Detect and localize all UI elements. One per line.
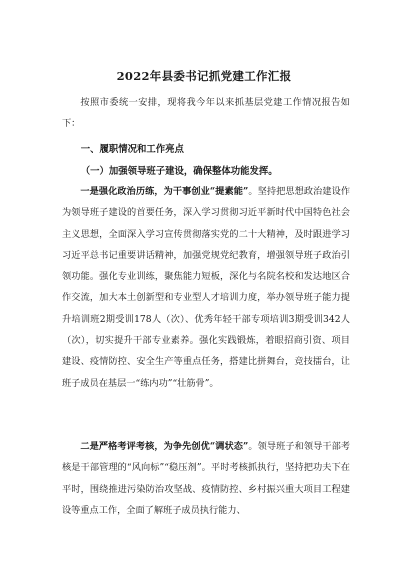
- paragraph-evaluation: [62, 436, 350, 521]
- section-heading: 一、履职情况和工作亮点: [80, 144, 184, 155]
- paragraph-lead: 一是强化政治历练，为干事创业“提素能”: [80, 186, 249, 197]
- subsection-heading: （一）加强领导班子建设，确保整体功能发挥。: [80, 166, 278, 177]
- intro-paragraph: 按照市委统一安排，现将我今年以来抓基层党建工作情况报告如下：: [62, 97, 350, 130]
- paragraph-political-training: [62, 181, 350, 394]
- paragraph-body: 。坚持把思想政治建设作为领导班子建设的首要任务，深入学习贯彻习近平新时代中国特色社会主义思想，全面深入学习宣传贯彻落实党的二十大精神，及时跟进学习习近平总书记重要讲话精神，加强党规党纪教育，增强领导班子政治引领功能。强化专业训练，聚焦能力短板，深化与名院名校和发达地区合作交流，加大本土创新型和专业型人才培训力度，举办领导班子能力提升培训班2期受训178人（次）、优秀年轻干部专项培训3期受训342人（次），切实提升干部专业素养。强化实践锻炼，着眼招商引资、项目建设、疫情防控、安全生产等重点任务，搭建比拼舞台，竞技擂台，让班子成员在基层一“练内功”“壮筋骨”。: [62, 186, 351, 389]
- paragraph-body: 。领导班子和领导干部考核是干部管理的“风向标”“稳压剂”。平时考核抓执行，坚持把功夫下在平时，围绕推进污染防治攻坚战、疫情防控、乡村振兴重大项目工程建设等重点工作，全面了解班子成员执行能力、: [62, 441, 351, 516]
- paragraph-lead: 二是严格考评考核，为争先创优“调状态”: [80, 441, 249, 452]
- document-title: 2022年县委书记抓党建工作汇报: [116, 69, 292, 83]
